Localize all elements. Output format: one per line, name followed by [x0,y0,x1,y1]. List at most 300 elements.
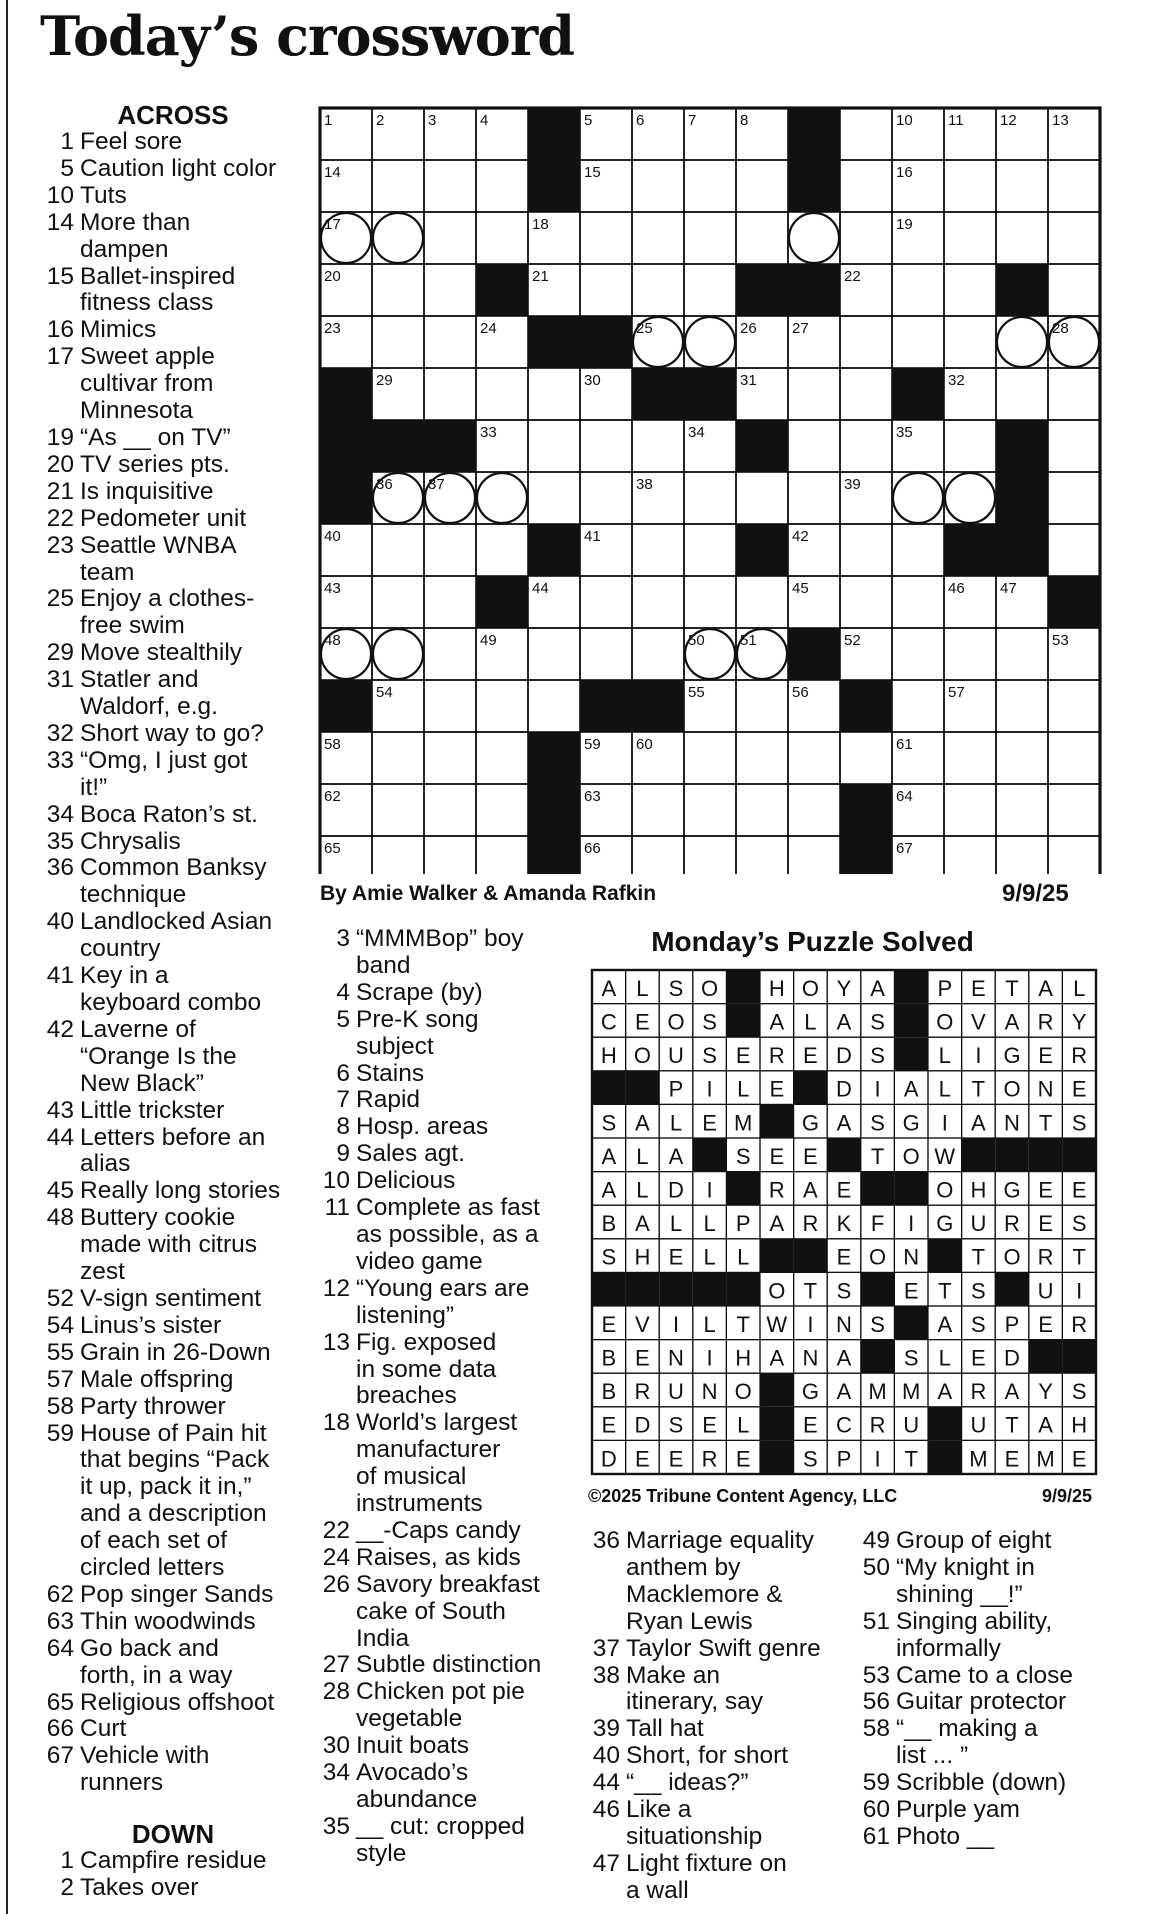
clue-number: 19 [46,423,74,451]
clue-text-line: Common Banksy [80,854,267,882]
clue-text-line: circled letters [80,1554,225,1582]
solution-letter: T [971,1244,986,1270]
across-clue [42,1313,304,1340]
clue-text-line: House of Pain hit [80,1419,267,1447]
clue-text-line: Male offspring [80,1365,234,1393]
solution-letter: L [1073,975,1086,1001]
cell-number: 23 [324,320,341,337]
cell-number: 10 [896,112,913,129]
down-clue [318,926,570,980]
across-clue [42,1609,304,1636]
solution-letter: P [937,975,953,1001]
solution-letter: L [703,1311,716,1337]
clue-text-line: Delicious [356,1167,456,1195]
solution-letter: E [702,1110,717,1136]
solution-black-square [693,1138,727,1172]
clue-number: 62 [46,1580,74,1608]
across-clue [42,829,304,856]
clue-number: 58 [46,1392,74,1420]
solution-letter: E [601,1311,617,1337]
down-clue [318,1061,570,1088]
clue-text-line: Religious offshoot [80,1688,275,1716]
cell-number: 40 [324,528,341,545]
solution-letter: N [802,1345,819,1371]
solution-letter: W [766,1311,788,1337]
across-clue [42,586,304,640]
cell-number: 4 [480,112,489,129]
clue-text-line: Chrysalis [80,827,181,855]
cell-number: 7 [688,112,697,129]
solution-title: Monday’s Puzzle Solved [651,926,974,957]
solution-letter: N [701,1379,718,1405]
across-clue [42,1743,304,1797]
cell-number: 55 [688,684,705,701]
clue-text-line: __-Caps candy [356,1516,521,1544]
solution-letter: S [971,1311,986,1337]
solution-letter: V [635,1311,650,1337]
clue-text-line: Party thrower [80,1392,226,1420]
solution-letter: S [836,1278,852,1304]
solution-black-square [760,1104,794,1138]
clue-number: 41 [46,962,74,990]
solution-letter: G [902,1110,920,1136]
down-clue [858,1528,1128,1555]
solution-black-square [1029,1138,1063,1172]
solution-letter: A [601,1143,617,1169]
cell-number: 12 [1000,112,1017,129]
clue-number: 59 [862,1769,890,1797]
down-clue [588,1851,858,1905]
clue-text-line: Go back and [80,1634,219,1662]
solution-letter: L [636,1143,649,1169]
clue-number: 23 [46,531,74,559]
cell-number: 18 [532,216,549,233]
black-square [528,160,580,212]
solution-black-square [962,1138,996,1172]
black-square [788,628,840,680]
clue-text-line: Little trickster [80,1096,225,1124]
clue-number: 60 [862,1796,890,1824]
down-clue [858,1555,1128,1609]
black-square [528,732,580,784]
solution-letter: M [868,1379,887,1405]
black-square [788,160,840,212]
down-clues-column-2 [588,1528,858,1905]
solution-letter: P [1004,1311,1020,1337]
solution-black-square [894,1172,928,1206]
down-clue [318,1814,570,1868]
cell-number: 63 [584,788,601,805]
down-clue [858,1797,1128,1824]
clue-text-line: team [80,558,135,586]
cell-number: 53 [1052,632,1069,649]
clue-text-line: breaches [356,1382,457,1410]
clue-number: 22 [46,504,74,532]
solution-letter: I [706,1076,713,1102]
clue-number: 42 [46,1015,74,1043]
clue-text-line: Short, for short [626,1742,789,1770]
clue-text-line: Thin woodwinds [80,1607,256,1635]
clue-text-line: style [356,1839,407,1867]
clue-text-line: Pop singer Sands [80,1580,274,1608]
solution-black-square [894,1306,928,1340]
black-square [996,524,1048,576]
clue-number: 56 [862,1688,890,1716]
down-clue [588,1743,858,1770]
solution-letter: T [938,1278,952,1304]
solution-black-square [794,1071,828,1105]
solution-letter: R [1071,1311,1088,1337]
across-clue [42,748,304,802]
cell-number: 43 [324,580,341,597]
black-square [372,420,424,472]
across-clue [42,210,304,264]
solution-letter: A [1038,1412,1053,1438]
solution-letter: A [937,1379,953,1405]
clue-text-line: Statler and [80,666,199,694]
solution-letter: A [1004,1379,1020,1405]
black-square [320,420,372,472]
cell-number: 21 [532,268,549,285]
clue-number: 25 [46,585,74,613]
clue-number: 34 [322,1759,350,1787]
clue-number: 21 [46,477,74,505]
clue-text-line: Scribble (down) [896,1769,1067,1797]
black-square [840,836,892,874]
solution-letter: D [634,1412,651,1438]
clue-number: 29 [46,639,74,667]
clue-text-line: Takes over [80,1874,199,1902]
solution-letter: W [934,1143,956,1169]
solution-letter: T [1038,1110,1053,1136]
clue-text-line: Move stealthily [80,639,243,667]
clue-number: 48 [46,1204,74,1232]
solution-letter: E [1038,1211,1053,1237]
clue-text-line: Make an [626,1661,720,1689]
clue-text-line: Caution light color [80,154,277,182]
clue-text-line: “As __ on TV” [80,423,231,451]
solution-letter: A [769,1345,785,1371]
clue-text-line: of each set of [80,1527,228,1555]
clue-number: 4 [336,978,350,1006]
solution-letter: E [803,1043,818,1069]
clue-text-line: Landlocked Asian [80,908,273,936]
clue-number: 20 [46,450,74,478]
clue-text-line: TV series pts. [80,450,230,478]
clue-text-line: Ballet-inspired [80,262,236,290]
solution-letter: Y [836,975,852,1001]
crossword-grid [318,106,1106,874]
black-square [476,576,528,628]
page-title: Today’s crossword [40,4,574,68]
clue-text-line: Fig. exposed [356,1328,497,1356]
clue-text-line: Chicken pot pie [356,1678,525,1706]
clue-number: 58 [862,1715,890,1743]
solution-letter: O [734,1379,752,1405]
clue-text-line: Scrape (by) [356,978,483,1006]
solution-letter: L [737,1244,750,1270]
black-square [840,784,892,836]
cell-number: 28 [1052,320,1069,337]
solution-letter: A [668,1143,684,1169]
cell-number: 1 [324,112,333,129]
cell-number: 19 [896,216,913,233]
clue-text-line: country [80,935,161,963]
solution-letter: G [801,1110,819,1136]
black-square [892,368,944,420]
black-square [320,680,372,732]
clue-number: 53 [862,1661,890,1689]
solution-letter: G [1003,1177,1021,1203]
clue-number: 9 [336,1140,350,1168]
cell-number: 50 [688,632,705,649]
solution-letter: S [702,1043,717,1069]
cell-number: 20 [324,268,341,285]
clue-number: 40 [592,1742,620,1770]
clue-text-line: itinerary, say [626,1688,764,1716]
black-square [580,680,632,732]
solution-letter: A [836,1110,852,1136]
across-clue [42,802,304,829]
solution-letter: I [975,1043,982,1069]
cell-number: 13 [1052,112,1069,129]
clue-number: 28 [322,1678,350,1706]
solution-letter: I [874,1446,881,1472]
clue-text-line: it!” [80,773,108,801]
across-clue [42,129,304,156]
clue-text-line: Mimics [80,316,157,344]
solution-letter: U [970,1211,987,1237]
across-clue [42,425,304,452]
solution-letter: S [1071,1110,1087,1136]
solution-letter: T [1005,975,1019,1001]
clue-text-line: “__ making a [896,1715,1038,1743]
solution-letter: A [903,1076,919,1102]
solution-letter: R [768,1177,785,1203]
clue-text-line: a wall [626,1876,689,1904]
solution-letter: S [870,1110,885,1136]
cell-number: 52 [844,632,861,649]
clue-number: 43 [46,1096,74,1124]
solution-letter: U [668,1379,684,1405]
section-spacer [42,1797,304,1821]
solution-letter: R [701,1446,718,1472]
down-clues-column-3 [858,1528,1128,1851]
clue-text-line: Laverne of [80,1015,196,1043]
solution-letter: H [735,1345,752,1371]
across-clue [42,667,304,721]
across-clue [42,452,304,479]
solution-letter: E [803,1143,818,1169]
solution-letter: E [1038,1311,1053,1337]
cell-number: 47 [1000,580,1017,597]
down-clue [588,1528,858,1636]
solution-letter: D [836,1043,852,1069]
solution-letter: S [601,1244,617,1270]
clue-text-line: Subtle distinction [356,1651,542,1679]
solution-letter: T [736,1311,750,1337]
solution-letter: I [874,1076,881,1102]
clue-text-line: zest [80,1258,125,1286]
puzzle-date: 9/9/25 [1002,880,1069,907]
down-clue [318,1679,570,1733]
solution-letter: A [769,1211,785,1237]
solution-letter: N [1004,1110,1020,1136]
solution-black-square [861,1172,895,1206]
across-clue [42,855,304,909]
down-clue [318,1007,570,1061]
solution-letter: B [601,1211,617,1237]
clue-number: 36 [46,854,74,882]
solution-letter: A [769,1009,785,1035]
cell-number: 34 [688,424,705,441]
across-clue [42,1125,304,1179]
clue-text-line: Savory breakfast [356,1570,540,1598]
clue-text-line: as possible, as a [356,1220,539,1248]
solution-letter: I [706,1345,713,1371]
cell-number: 67 [896,840,913,857]
down-clue [42,1875,304,1902]
cell-number: 66 [584,840,601,857]
cell-number: 22 [844,268,861,285]
cell-number: 31 [740,372,757,389]
solution-letter: L [737,1412,750,1438]
black-square [684,368,736,420]
down-clue [588,1797,858,1851]
across-clue [42,533,304,587]
cell-number: 29 [376,372,393,389]
clue-text-line: of musical [356,1463,467,1491]
clue-text-line: Rapid [356,1086,421,1114]
black-square [476,264,528,316]
clue-text-line: shining __!” [896,1580,1023,1608]
across-clues-column [42,102,304,1902]
down-clue [318,1518,570,1545]
solution-letter: T [971,1076,986,1102]
black-square [424,420,476,472]
across-heading: ACROSS [117,100,229,130]
solution-letter: O [667,1009,685,1035]
across-clue [42,183,304,210]
across-clue [42,156,304,183]
clue-number: 10 [46,181,74,209]
clue-text-line: Photo __ [896,1822,995,1850]
clue-number: 16 [46,316,74,344]
solution-letter: E [971,975,986,1001]
solution-black-square [794,1239,828,1273]
clue-number: 18 [322,1409,350,1437]
cell-number: 64 [896,788,913,805]
clue-text-line: manufacturer [356,1436,501,1464]
clue-number: 6 [336,1059,350,1087]
solution-letter: M [1036,1446,1055,1472]
cell-number: 41 [584,528,601,545]
black-square [528,836,580,874]
clue-number: 44 [46,1123,74,1151]
solution-letter: E [971,1345,986,1371]
clue-text-line: fitness class [80,289,214,317]
cell-number: 5 [584,112,593,129]
clue-number: 61 [862,1822,890,1850]
solution-letter: L [804,1009,817,1035]
cell-number: 37 [428,476,445,493]
solution-black-square [894,970,928,1004]
clue-number: 45 [46,1177,74,1205]
clue-number: 35 [46,827,74,855]
down-clue [318,1572,570,1653]
solution-letter: D [836,1076,852,1102]
black-square [580,316,632,368]
clue-number: 3 [336,925,350,952]
across-clue [42,1636,304,1690]
clue-text-line: it up, pack it in,” [80,1473,252,1501]
solution-letter: I [908,1211,915,1237]
clue-number: 14 [46,208,74,236]
solution-letter: G [936,1211,954,1237]
clue-text-line: Boca Raton’s st. [80,800,258,828]
solution-letter: E [836,1177,852,1203]
black-square [528,316,580,368]
clue-number: 33 [46,746,74,774]
solution-letter: A [1038,975,1053,1001]
clue-number: 1 [60,128,74,155]
solution-letter: N [836,1311,852,1337]
solution-letter: L [703,1244,716,1270]
solution-letter: E [803,1412,818,1438]
cell-number: 8 [740,112,749,129]
clue-text-line: situationship [626,1822,763,1850]
clue-number: 51 [862,1607,890,1635]
black-square [320,472,372,524]
clue-number: 15 [46,262,74,290]
clue-text-line: vegetable [356,1705,463,1733]
black-square [840,680,892,732]
black-square [632,368,684,420]
solution-black-square [1062,1138,1096,1172]
clue-text-line: “Orange Is the [80,1042,237,1070]
down-clue [858,1824,1128,1851]
solution-black-square [659,1272,693,1306]
clue-number: 31 [46,666,74,694]
clue-text-line: Taylor Swift genre [626,1634,821,1662]
clue-text-line: Key in a [80,962,169,990]
clue-number: 32 [46,719,74,747]
solution-letter: A [836,1379,852,1405]
solution-letter: S [870,1311,885,1337]
cell-number: 39 [844,476,861,493]
solution-black-square [861,1272,895,1306]
clue-text-line: keyboard combo [80,989,262,1016]
solution-letter: I [706,1177,713,1203]
solution-letter: O [768,1278,786,1304]
solution-letter: I [1076,1278,1083,1304]
solution-letter: N [668,1345,684,1371]
across-clue [42,909,304,963]
solution-black-square [995,1138,1029,1172]
across-clue [42,264,304,318]
cell-number: 35 [896,424,913,441]
solution-letter: R [1037,1244,1054,1270]
solution-letter: T [870,1143,885,1169]
solution-black-square [760,1407,794,1441]
down-clue [318,1276,570,1330]
solution-letter: L [636,1177,649,1203]
solution-letter: N [903,1244,920,1270]
clue-text-line: and a description [80,1500,267,1528]
clue-text-line: Like a [626,1796,692,1824]
clue-number: 59 [46,1419,74,1447]
down-clues-column-1 [318,926,570,1868]
